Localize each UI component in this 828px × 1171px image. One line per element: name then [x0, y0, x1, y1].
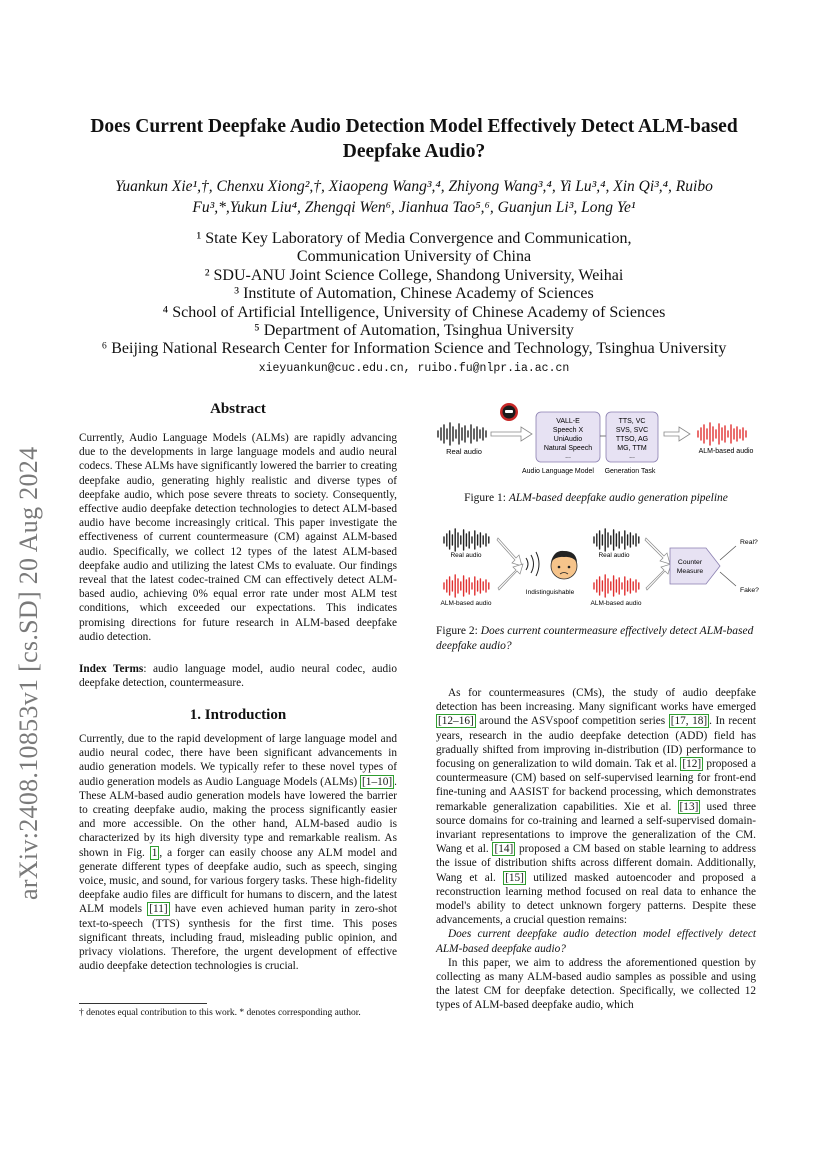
real-question-label: Real?: [740, 539, 758, 546]
figure-1-caption-label: Figure 1:: [464, 492, 509, 504]
fig1-alm-audio-label: ALM-based audio: [698, 448, 754, 455]
citation-link[interactable]: [14]: [494, 843, 514, 856]
footnote: † denotes equal contribution to this work. * denotes corresponding author.: [79, 1008, 361, 1018]
research-question: Does current deepfake audio detection model effectively detect ALM-based deepfake audio?: [436, 928, 756, 955]
citation-link[interactable]: [12–16]: [438, 715, 474, 728]
affiliation-line: ⁴ School of Artificial Intelligence, University of Chinese Academy of Sciences: [162, 303, 666, 321]
fake-question-label: Fake?: [740, 587, 759, 594]
alm-item: Speech X: [552, 427, 584, 434]
task-item: MG, TTM: [617, 445, 647, 452]
arrow-line: [720, 546, 736, 560]
body-text: around the ASVspoof competition series: [475, 715, 669, 728]
affiliation-line: ² SDU-ANU Joint Science College, Shandong University, Weihai: [204, 266, 624, 284]
right-column-body: [436, 686, 756, 1013]
figure-link[interactable]: 1: [151, 846, 158, 859]
citation-link[interactable]: [11]: [149, 903, 168, 916]
task-item: SVS, SVC: [615, 427, 649, 434]
index-terms-text: : audio language model, audio neural codec, audio deepfake detection, countermeasure.: [79, 663, 397, 690]
fig2-real-audio-label-2: Real audio: [598, 552, 630, 559]
arrow-icon: [645, 538, 670, 564]
alm-box-label: Audio Language Model: [521, 468, 595, 475]
affiliation-line: ⁵ Department of Automation, Tsinghua University: [254, 322, 574, 340]
intro-text: Currently, due to the rapid development of large language model and audio neural codec, there have been significant advancements in audio generation models. We typically refer to these novel types of audio generation models as Audio Language Models (ALMs): [79, 733, 397, 788]
fig2-alm-audio-label-2: ALM-based audio: [590, 600, 642, 607]
affiliation-line: ¹ State Key Laboratory of Media Convergence and Communication,: [196, 230, 632, 247]
confused-person-icon: [551, 551, 577, 579]
task-item: TTSO, AG: [615, 436, 649, 443]
figure-2-caption-text: Does current countermeasure effectively detect ALM-based deepfake audio?: [436, 625, 754, 652]
affiliation-line: ³ Institute of Automation, Chinese Academy of Sciences: [234, 285, 594, 303]
fig2-real-audio-label: Real audio: [450, 552, 482, 559]
intro-text: . These ALM-based audio generation models have lowered the barrier to creating deepfake audio, making the process significantly easier and more accessible. On the other hand, ALM-based audio is characterized by its high diversity type and remarkable realism. As shown in Fig.: [79, 775, 397, 859]
alm-item: VALL-E: [556, 418, 580, 425]
cm-label: Measure: [676, 568, 704, 575]
figure-2-caption: [436, 624, 756, 653]
arxiv-sidebar-stamp: arXiv:2408.10853v1 [cs.SD] 20 Aug 2024: [14, 446, 43, 900]
fake-audio-waveform-icon: [698, 423, 746, 445]
intro-text: have even achieved human parity in zero-shot text-to-speech (TTS) synthesis for the first time. This poses significant threats, including fraud, misleading public opinion, and privacy violations. Therefore, the urgent development of effective audio deepfake detection technologies is crucial.: [79, 903, 397, 973]
citation-link[interactable]: [17, 18]: [670, 715, 708, 728]
abstract-heading: Abstract: [210, 401, 266, 417]
figure-1-caption-text: ALM-based deepfake audio generation pipeline: [508, 492, 728, 504]
index-terms-label: Index Terms: [79, 663, 144, 675]
arrow-icon: [646, 564, 671, 590]
body-text: . In recent years, research in the audio deepfake detection (ADD) field has gradually shifted from improving in-distribution (ID) performance to focusing on generalization to wild domain. Tak et al.: [436, 715, 756, 771]
real-audio-waveform-icon: [438, 423, 486, 445]
fig1-real-audio-label: Real audio: [446, 447, 482, 456]
sound-waves-icon: [526, 552, 539, 576]
real-audio-waveform-icon: [594, 529, 639, 551]
fake-audio-waveform-icon: [594, 575, 639, 597]
countermeasure-box: [670, 548, 720, 584]
arrow-icon: [664, 427, 690, 441]
figure-1-diagram: [436, 398, 766, 480]
intro-body: [79, 732, 397, 973]
body-text: proposed a CM based on stable learning to address the issue of distribution shifts across different domain. Additionally, Wang et al.: [436, 843, 757, 884]
figure-2-caption-label: Figure 2:: [436, 625, 481, 637]
index-terms: [79, 662, 397, 690]
author-line-1: Yuankun Xie¹,†, Chenxu Xiong²,†, Xiaopeng Wang³,⁴, Zhiyong Wang³,⁴, Yi Lu³,⁴, Xin Qi³,⁴, Ruibo: [115, 178, 713, 195]
fig2-alm-audio-label: ALM-based audio: [440, 600, 492, 607]
arrow-icon: [497, 538, 522, 566]
body-text: utilized masked autoencoder and proposed a reconstruction learning method focused on real data to enhance the model's ability to detect unknown forgery patterns. Despite these advancements, a crucial question remains:: [436, 871, 756, 927]
arrow-icon: [491, 427, 532, 441]
indistinguishable-label: Indistinguishable: [525, 589, 575, 596]
body-text: proposed a countermeasure (CM) based on self-supervised learning for front-end fine-tuning and AASIST for backend processing, which demonstrates remarkable generalization capabilities. Xie et al.: [436, 758, 756, 813]
author-emails[interactable]: xieyuankun@cuc.edu.cn, ruibo.fu@nlpr.ia.ac.cn: [258, 362, 570, 375]
alm-item: Natural Speech: [543, 445, 593, 452]
task-item: TTS, VC: [618, 418, 646, 425]
author-list: [80, 176, 748, 218]
hacker-icon: [500, 403, 518, 421]
affiliation-list: [60, 230, 768, 359]
citation-link[interactable]: [1–10]: [362, 775, 393, 788]
body-text: In this paper, we aim to address the aforementioned question by collecting as many ALM-based audio samples as possible and using the latest CM for deepfake detection. Specifically, we collected 12 types of ALM-based deepfake audio, which: [436, 956, 756, 1012]
task-item: ...: [629, 453, 635, 460]
citation-link[interactable]: [12]: [682, 758, 702, 771]
figure-2-diagram: [436, 524, 766, 616]
fake-audio-waveform-icon: [444, 575, 489, 597]
citation-link[interactable]: [13]: [679, 800, 699, 813]
affiliation-line: Communication University of China: [296, 248, 532, 266]
footnote-rule: [79, 1003, 207, 1004]
abstract-text: Currently, Audio Language Models (ALMs) are rapidly advancing due to the developments in large language models and audio neural codecs. These ALMs have significantly lowered the barrier to creating deepfake audio, generating highly realistic and diverse types of deepfake audio, which pose severe threats to society. Consequently, effective audio deepfake detection technologies to detect ALM-based audio have become increasingly critical. This paper investigate the effectiveness of current countermeasure (CM) against ALM-based audio. Specifically, we collect 12 types of the latest ALM-based deepfake audio and utilizing the latest CMs to evaluate. Our findings reveal that the latest codec-trained CM can effectively detect ALM-based audio, achieving 0% equal error rate under most ALM test conditions, which exceeded our expectations. This indicates promising directions for future research in ALM-based deepfake audio detection.: [79, 432, 397, 643]
figure-1-caption: [436, 491, 756, 506]
arrow-line: [720, 572, 736, 586]
arrow-icon: [498, 564, 523, 590]
body-text: As for countermeasures (CMs), the study of audio deepfake detection has been increasing. Many significant works have emerged: [436, 687, 756, 714]
paper-title: Does Current Deepfake Audio Detection Model Effectively Detect ALM-based Deepfake Audio?: [90, 116, 738, 162]
task-box-label: Generation Task: [604, 468, 656, 475]
alm-item: ...: [565, 453, 571, 460]
intro-heading: 1. Introduction: [189, 707, 287, 723]
cm-label: Counter: [677, 559, 703, 566]
intro-text: , a forger can easily choose any ALM model and generate different types of deepfake audio, such as speech, singing voice, music, and sound, for various forgery tasks. These high-fidelity deepfake audio files are difficult for humans to discern, and the latest ALM models: [79, 846, 397, 916]
alm-item: UniAudio: [553, 436, 583, 443]
real-audio-waveform-icon: [444, 529, 489, 551]
affiliation-line: ⁶ Beijing National Research Center for Information Science and Technology, Tsinghua University: [101, 340, 727, 358]
body-text: used three source domains for co-training and learned a self-supervised domain-invariant representations to improve the generalization of the CM. Wang et al.: [436, 800, 757, 856]
abstract-body: [79, 431, 397, 644]
author-line-2: Fu³,*,Yukun Liu⁴, Zhengqi Wen⁶, Jianhua Tao⁵,⁶, Guanjun Li³, Long Ye¹: [192, 199, 636, 216]
citation-link[interactable]: [15]: [505, 871, 524, 884]
